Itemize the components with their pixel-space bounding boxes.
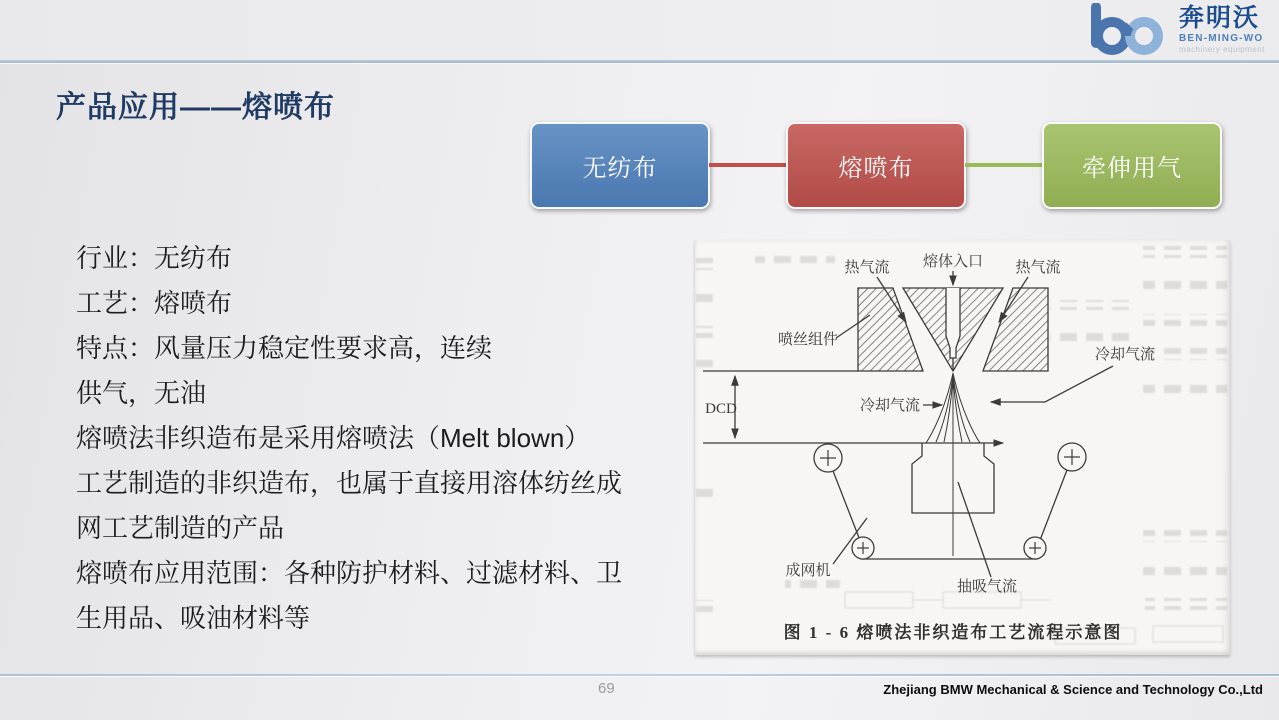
body-line: 供气，无油 xyxy=(76,378,207,408)
hot-air-left-label: 热气流 xyxy=(844,260,890,276)
body-line: 熔喷法非织造布是采用熔喷法（Melt blown） xyxy=(76,423,591,453)
logo-tagline: machinery equipment xyxy=(1179,45,1265,54)
header-band xyxy=(0,0,1279,60)
die-assembly xyxy=(703,288,1048,371)
body-text-block xyxy=(76,236,691,641)
body-line: 生用品、吸油材料等 xyxy=(76,603,311,633)
meltblown-process-diagram xyxy=(695,240,1230,655)
body-line: 工艺：熔喷布 xyxy=(76,288,233,318)
logo-text xyxy=(1179,6,1265,54)
dcd-label: DCD xyxy=(705,401,737,417)
flow-connector-1 xyxy=(709,163,787,167)
page-number: 69 xyxy=(598,680,615,697)
web-former-belt xyxy=(703,443,1086,559)
cooling-air-right-label: 冷却气流 xyxy=(1094,347,1156,363)
body-line: 特点：风量压力稳定性要求高，连续 xyxy=(76,333,493,363)
flow-box-drawing-air: 牵伸用气 xyxy=(1042,122,1222,209)
web-former-label: 成网机 xyxy=(785,563,831,579)
header-divider xyxy=(0,60,1279,63)
logo-name-en: BEN-MING-WO xyxy=(1179,33,1264,44)
body-line: 工艺制造的非织造布，也属于直接用溶体纺丝成 xyxy=(76,468,623,498)
page-title: 产品应用——熔喷布 xyxy=(56,91,335,124)
flow-connector-2 xyxy=(965,163,1043,167)
company-logo xyxy=(1082,3,1265,57)
footer-divider xyxy=(0,674,1279,676)
company-name: Zhejiang BMW Mechanical & Science and Technology Co.,Ltd xyxy=(883,682,1263,697)
flow-box-nonwoven: 无纺布 xyxy=(530,122,710,209)
flow-box-meltblown: 熔喷布 xyxy=(786,122,966,209)
melt-inlet-label: 熔体入口 xyxy=(922,254,984,270)
filament-stream xyxy=(926,373,980,556)
body-line: 网工艺制造的产品 xyxy=(76,513,285,543)
figure-caption: 图 1 - 6 熔喷法非织造布工艺流程示意图 xyxy=(783,623,1123,642)
body-line: 熔喷布应用范围：各种防护材料、过滤材料、卫 xyxy=(76,558,623,588)
logo-name-cn: 奔明沃 xyxy=(1179,4,1261,32)
cooling-air-center-label: 冷却气流 xyxy=(859,398,921,414)
suction-air-label: 抽吸气流 xyxy=(956,579,1018,595)
logo-bo-mark xyxy=(1082,3,1174,57)
spinneret-label: 喷丝组件 xyxy=(777,332,839,348)
body-line: 行业：无纺布 xyxy=(76,243,233,273)
hot-air-right-label: 热气流 xyxy=(1015,260,1061,276)
